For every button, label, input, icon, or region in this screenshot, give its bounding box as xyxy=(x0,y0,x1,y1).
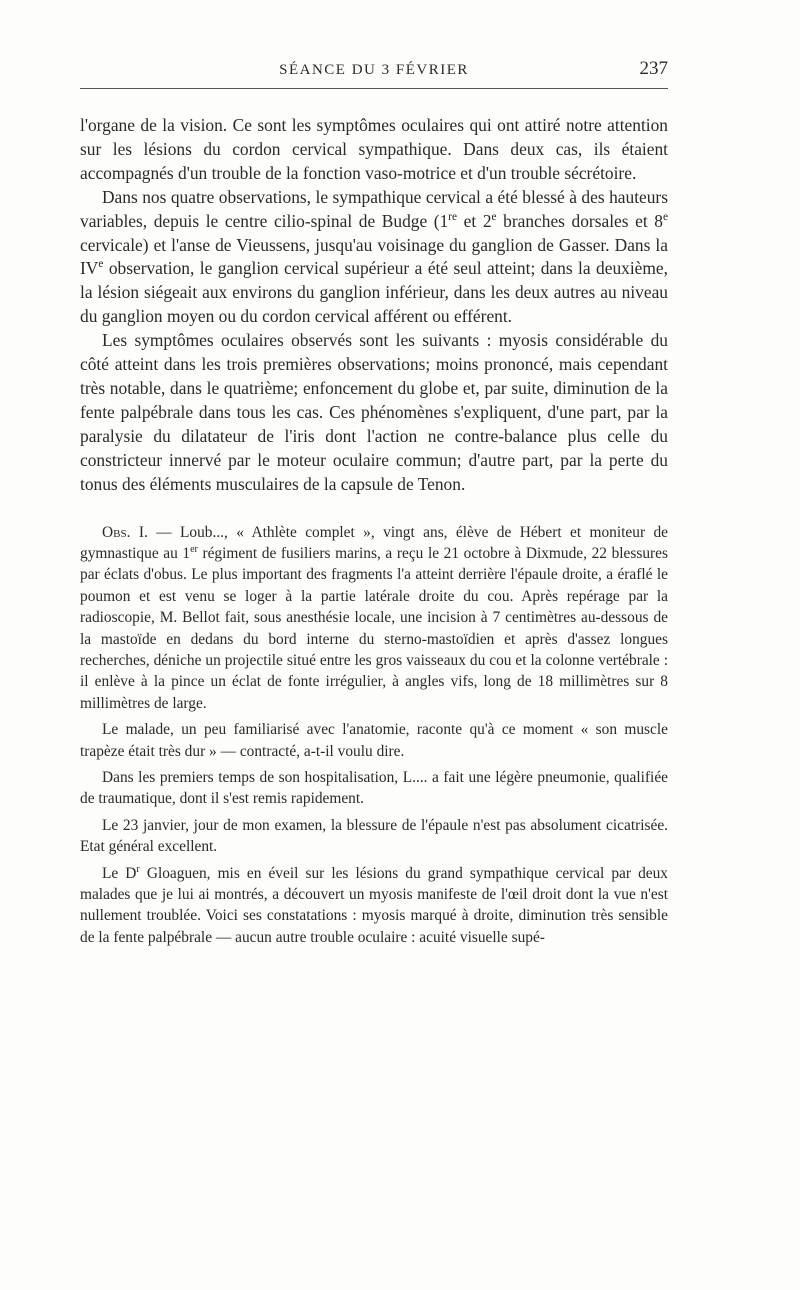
observation-paragraph: Le malade, un peu familiarisé avec l'anatomie, raconte qu'à ce moment « son muscle trapèze était très dur » — contracté, a-t-il voulu dire. xyxy=(80,721,668,760)
page-header xyxy=(80,58,668,89)
paragraph: l'organe de la vision. Ce sont les symptômes oculaires qui ont attiré notre attention sur les lésions du cordon cervical sympathique. Dans deux cas, ils étaient accompagnés d'un trouble de la fonction vaso-motrice et d'un trouble sécrétoire. xyxy=(80,115,668,183)
superscript: e xyxy=(491,210,497,223)
observation-label: Obs. I. xyxy=(102,523,148,541)
observation-paragraph: Le 23 janvier, jour de mon examen, la blessure de l'épaule n'est pas absolument cicatrisée. Etat général excellent. xyxy=(80,816,668,856)
page-body xyxy=(80,114,668,948)
superscript: e xyxy=(662,210,668,223)
text-run: cervicale) et l'anse de Vieussens, jusqu'au voisinage du ganglion de Gasser. Dans la IV xyxy=(80,234,668,279)
observation-text xyxy=(80,522,668,949)
text-run: branches dorsales et 8 xyxy=(496,210,663,231)
paragraph xyxy=(80,186,668,329)
superscript: r xyxy=(136,863,140,875)
superscript: er xyxy=(190,543,198,555)
page-number: 237 xyxy=(639,58,668,79)
text-run: et 2 xyxy=(457,210,492,231)
text-run: Gloaguen, mis en éveil sur les lésions du grand sympathique cervical par deux malades que je lui ai montrés, a découvert un myosis manifeste de l'œil droit dont la vue n'est nullement troublée. Voici ses constatations : myosis marqué à droite, diminution très sensible de la fente palpébrale — aucun autre trouble oculaire : acuité visuelle supé- xyxy=(80,864,668,946)
text-run: Dans nos quatre observations, le sympathique cervical a été blessé à des hauteurs variables, depuis le centre cilio-spinal de Budge (1 xyxy=(80,186,668,231)
main-text xyxy=(80,114,668,497)
text-run: régiment de fusiliers marins, a reçu le 21 octobre à Dixmude, 22 blessures par éclats d'obus. Le plus important des fragments l'a atteint derrière l'épaule droite, a éraflé le poumon et est venu se loger à la partie latérale droite du cou. Après repérage par la radioscopie, M. Bellot fait, sous anesthésie locale, une incision à 7 centimètres au-dessous de la mastoïde en dedans du bord interne du sterno-mastoïdien et après d'assez longues recherches, déniche un projectile situé entre les gros vaisseaux du cou et la colonne vertébrale : il enlève à la pince un éclat de fonte irrégulier, à angles vifs, long de 18 millimètres sur 8 millimètres de large. xyxy=(80,544,668,712)
paragraph: Les symptômes oculaires observés sont les suivants : myosis considérable du côté atteint dans les trois premières observations; moins prononcé, mais cependant très notable, dans le quatrième; enfoncement du globe et, par suite, diminution de la fente palpébrale dans tous les cas. Ces phénomènes s'expliquent, d'une part, par la paralysie du dilatateur de l'iris dont l'action ne contre-balance plus celle du constricteur innervé par le moteur oculaire commun; d'autre part, par la perte du tonus des éléments musculaires de la capsule de Tenon. xyxy=(80,330,668,494)
text-run: observation, le ganglion cervical supérieur a été seul atteint; dans la deuxième, la lésion siégeait aux environs du ganglion inférieur, dans les deux autres au niveau du ganglion moyen ou du cordon cervical afférent ou efférent. xyxy=(80,258,668,327)
superscript: re xyxy=(448,210,458,223)
text-run: — Loub..., « Athlète complet », vingt ans, élève de Hébert et moniteur de gymnastique au 1 xyxy=(80,523,668,562)
observation-paragraph: Dans les premiers temps de son hospitalisation, L.... a fait une légère pneumonie, qualifiée de traumatique, dont il s'est remis rapidement. xyxy=(80,768,668,808)
observation-paragraph xyxy=(80,522,668,715)
superscript: e xyxy=(98,258,104,271)
text-run: Le D xyxy=(102,864,137,882)
observation-paragraph xyxy=(80,863,668,949)
running-title: SÉANCE DU 3 FÉVRIER xyxy=(279,62,469,78)
